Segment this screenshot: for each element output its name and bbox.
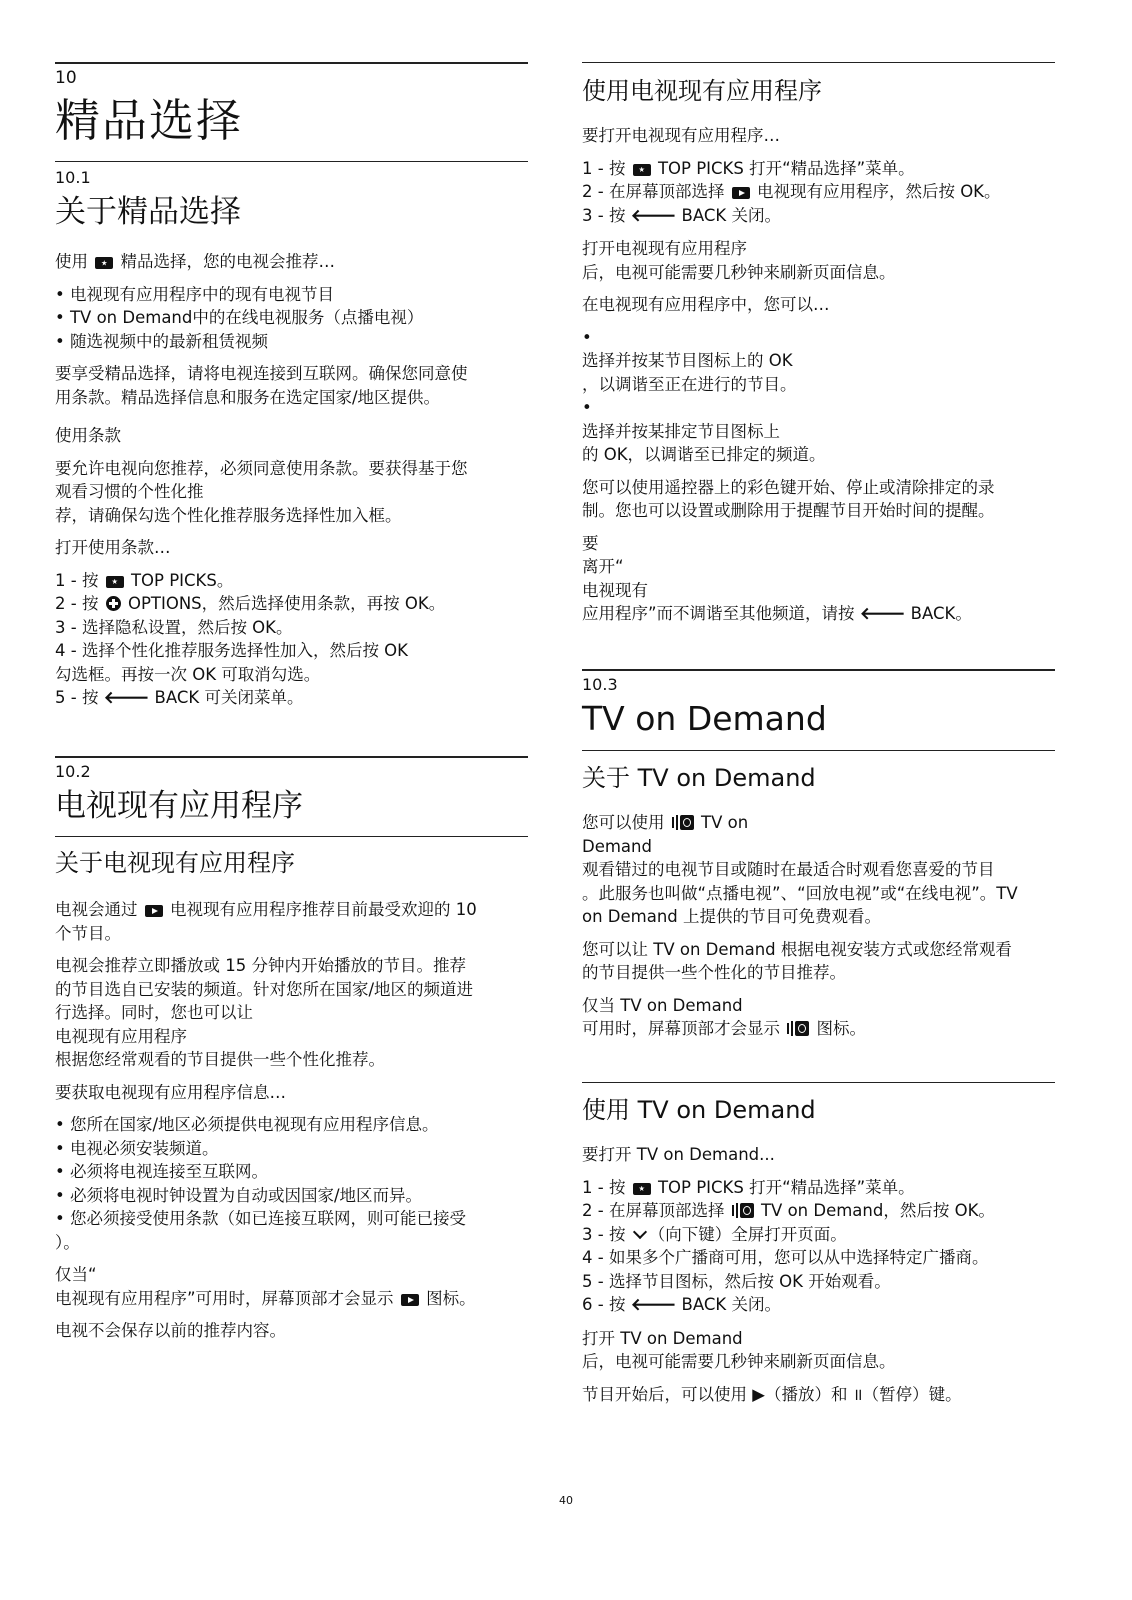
para-text: TV on bbox=[701, 813, 749, 832]
back-arrow-icon: 🡐 bbox=[630, 205, 677, 226]
step-item bbox=[582, 1293, 1055, 1318]
back-arrow-icon: 🡐 bbox=[630, 1295, 677, 1315]
paragraph: 的 OK，以调谐至已排定的频道。 bbox=[582, 445, 826, 464]
bullet-item: • 必须将电视时钟设置为自动或因国家/地区而异。 bbox=[55, 1185, 423, 1205]
paragraph: 您可以让 TV on Demand 根据电视安装方式或您经常观看 bbox=[582, 939, 1012, 959]
paragraph: ，以调谐至正在进行的节目。 bbox=[582, 374, 797, 394]
paragraph: 后，电视可能需要几秒钟来刷新页面信息。 bbox=[582, 262, 896, 282]
paragraph: 要享受精品选择，请将电视连接到互联网。确保您同意使 bbox=[55, 364, 468, 383]
section-rule bbox=[582, 669, 1055, 671]
step-text: BACK 关闭。 bbox=[681, 1295, 781, 1314]
paragraph: 用条款。精品选择信息和服务在选定国家/地区提供。 bbox=[55, 387, 441, 407]
section-title: 电视现有应用程序 bbox=[55, 788, 303, 824]
step-text: 1 - 按 bbox=[582, 158, 626, 178]
bullet-item: • 随选视频中的最新租赁视频 bbox=[55, 331, 268, 351]
paragraph: 后，电视可能需要几秒钟来刷新页面信息。 bbox=[582, 1352, 896, 1371]
step-item bbox=[582, 204, 1055, 229]
terms-heading: 使用条款 bbox=[55, 426, 121, 445]
use-tv-now-body bbox=[582, 124, 1055, 627]
paragraph: 的节目提供一些个性化的节目推荐。 bbox=[582, 963, 846, 982]
step-text: 6 - 按 bbox=[582, 1295, 626, 1314]
paragraph: 电视现有 bbox=[582, 580, 648, 600]
paragraph: 仅当 TV on Demand bbox=[582, 995, 743, 1015]
paragraph: 。此服务也叫做“点播电视”、“回放电视”或“在线电视”。TV bbox=[582, 883, 1018, 903]
subsection-title: 使用 TV on Demand bbox=[582, 1096, 816, 1124]
paragraph bbox=[582, 811, 1055, 835]
subsection-title: 使用电视现有应用程序 bbox=[582, 77, 822, 105]
bullet-item: • 必须将电视连接至互联网。 bbox=[55, 1162, 268, 1181]
step-text: BACK 可关闭菜单。 bbox=[154, 688, 304, 707]
step-item bbox=[582, 157, 1055, 181]
step-text: 电视现有应用程序，然后按 OK。 bbox=[756, 182, 1001, 201]
intro-text-2: 精品选择，您的电视会推荐… bbox=[120, 252, 335, 271]
paragraph: 电视现有应用程序 bbox=[55, 1026, 187, 1046]
step-item bbox=[55, 686, 528, 711]
intro-line bbox=[55, 250, 528, 274]
step-text: TOP PICKS 打开“精品选择”菜单。 bbox=[657, 1177, 915, 1197]
para-text: 应用程序”而不调谐至其他频道，请按 bbox=[582, 604, 855, 623]
section-10-1-body bbox=[55, 250, 528, 711]
para-text: 可用时，屏幕顶部才会显示 bbox=[582, 1019, 780, 1038]
paragraph: on Demand 上提供的节目可免费观看。 bbox=[582, 907, 882, 926]
step-item: 5 - 选择节目图标，然后按 OK 开始观看。 bbox=[582, 1271, 891, 1291]
para-text: （播放）和 bbox=[764, 1384, 848, 1404]
bullet-item: • 您必须接受使用条款（如已连接互联网，则可能已接受 bbox=[55, 1209, 466, 1228]
tv-on-demand-icon bbox=[787, 1021, 809, 1036]
step-item: 3 - 选择隐私设置，然后按 OK。 bbox=[55, 617, 293, 637]
arrow-down-icon bbox=[633, 1227, 647, 1241]
paragraph: 打开使用条款… bbox=[55, 538, 171, 557]
options-icon bbox=[106, 596, 121, 611]
step-item: 勾选框。再按一次 OK 可取消勾选。 bbox=[55, 664, 321, 684]
step-text: TOP PICKS 打开“精品选择”菜单。 bbox=[657, 158, 915, 178]
section-number: 10.1 bbox=[55, 168, 91, 187]
page-number: 40 bbox=[559, 1494, 573, 1507]
step-item: 4 - 如果多个广播商可用，您可以从中选择特定广播商。 bbox=[582, 1248, 989, 1267]
step-text: 1 - 按 bbox=[55, 570, 99, 590]
tv-now-icon bbox=[145, 905, 163, 917]
paragraph bbox=[582, 602, 1055, 627]
paragraph: 个节目。 bbox=[55, 923, 121, 943]
subsection-rule bbox=[55, 836, 528, 837]
section-10-2-body bbox=[55, 898, 528, 1343]
step-text: （向下键）全屏打开页面。 bbox=[648, 1224, 847, 1244]
step-item: 4 - 选择个性化推荐服务选择性加入，然后按 OK bbox=[55, 641, 408, 660]
tv-on-demand-icon bbox=[672, 815, 694, 830]
step-text: BACK 关闭。 bbox=[681, 205, 781, 225]
subsection-rule bbox=[582, 62, 1055, 63]
paragraph: 要打开电视现有应用程序… bbox=[582, 126, 780, 145]
bullet-marker: • bbox=[582, 327, 592, 347]
paragraph: 制。您也可以设置或删除用于提醒节目开始时间的提醒。 bbox=[582, 501, 995, 520]
paragraph: 电视会推荐立即播放或 15 分钟内开始播放的节目。推荐 bbox=[55, 956, 466, 975]
paragraph: 的节目选自已安装的频道。针对您所在国家/地区的频道进 bbox=[55, 979, 474, 999]
para-text: 图标。 bbox=[426, 1288, 476, 1308]
top-picks-icon bbox=[95, 257, 113, 269]
back-arrow-icon: 🡐 bbox=[103, 688, 150, 708]
paragraph: 电视不会保存以前的推荐内容。 bbox=[55, 1321, 286, 1340]
paragraph: 在电视现有应用程序中，您可以… bbox=[582, 295, 830, 314]
bullet-item: • 电视现有应用程序中的现有电视节目 bbox=[55, 284, 334, 304]
tv-on-demand-icon bbox=[732, 1203, 754, 1218]
section-title: 关于精品选择 bbox=[55, 194, 241, 230]
paragraph: 打开 TV on Demand bbox=[582, 1328, 743, 1348]
pause-icon: ॥ bbox=[852, 1384, 863, 1404]
step-text: 2 - 在屏幕顶部选择 bbox=[582, 182, 725, 201]
step-text: OPTIONS，然后选择使用条款，再按 OK。 bbox=[127, 594, 446, 613]
top-picks-icon bbox=[633, 1183, 651, 1195]
paragraph: 要打开 TV on Demand... bbox=[582, 1145, 775, 1164]
step-item bbox=[582, 1199, 1055, 1223]
paragraph: 要允许电视向您推荐，必须同意使用条款。要获得基于您 bbox=[55, 458, 468, 478]
paragraph bbox=[582, 1383, 1055, 1407]
para-text: 您可以使用 bbox=[582, 813, 665, 832]
paragraph: 选择并按某排定节目图标上 bbox=[582, 421, 780, 441]
section-number: 10.2 bbox=[55, 762, 91, 781]
para-text: 电视会通过 bbox=[55, 900, 138, 919]
paragraph: 行选择。同时，您也可以让 bbox=[55, 1003, 253, 1022]
subsection-title: 关于电视现有应用程序 bbox=[55, 849, 295, 877]
step-text: 2 - 在屏幕顶部选择 bbox=[582, 1201, 725, 1220]
subsection-rule bbox=[582, 1082, 1055, 1083]
paragraph: 选择并按某节目图标上的 OK bbox=[582, 351, 793, 370]
tv-now-icon bbox=[732, 187, 750, 199]
step-text: TV on Demand，然后按 OK。 bbox=[760, 1201, 995, 1220]
para-text: 图标。 bbox=[816, 1019, 866, 1038]
step-text: 5 - 按 bbox=[55, 688, 99, 707]
back-arrow-icon: 🡐 bbox=[859, 604, 906, 624]
step-text: 3 - 按 bbox=[582, 1224, 626, 1244]
play-icon: ▶ bbox=[752, 1384, 765, 1404]
tv-now-icon bbox=[401, 1294, 419, 1306]
section-number: 10.3 bbox=[582, 675, 618, 694]
chapter-rule bbox=[55, 62, 528, 64]
para-text: BACK。 bbox=[910, 604, 972, 623]
bullet-item: • 您所在国家/地区必须提供电视现有应用程序信息。 bbox=[55, 1115, 439, 1134]
paragraph: 荐，请确保勾选个性化推荐服务选择性加入框。 bbox=[55, 505, 402, 525]
step-text: 3 - 按 bbox=[582, 205, 626, 225]
paragraph: 要获取电视现有应用程序信息… bbox=[55, 1082, 286, 1102]
bullet-marker: • bbox=[582, 398, 592, 417]
step-item bbox=[55, 592, 528, 616]
para-text: 电视现有应用程序推荐目前最受欢迎的 10 bbox=[170, 900, 477, 919]
bullet-item: ）。 bbox=[55, 1232, 80, 1252]
paragraph bbox=[55, 898, 528, 922]
paragraph: 您可以使用遥控器上的彩色键开始、停止或清除排定的录 bbox=[582, 477, 995, 497]
section-rule bbox=[55, 756, 528, 758]
section-rule bbox=[55, 161, 528, 162]
paragraph: 打开电视现有应用程序 bbox=[582, 239, 747, 258]
chapter-title: 精品选择 bbox=[55, 94, 244, 147]
paragraph bbox=[55, 1287, 528, 1311]
paragraph: 观看习惯的个性化推 bbox=[55, 482, 204, 501]
step-item bbox=[55, 569, 528, 593]
para-text: （暂停）键。 bbox=[862, 1384, 962, 1404]
paragraph: 要 bbox=[582, 533, 599, 553]
top-picks-icon bbox=[106, 576, 124, 588]
subsection-title: 关于 TV on Demand bbox=[582, 764, 816, 792]
step-item bbox=[582, 1176, 1055, 1200]
paragraph: 离开“ bbox=[582, 557, 624, 576]
intro-text: 使用 bbox=[55, 252, 88, 271]
step-item bbox=[582, 1223, 1055, 1247]
bullet-item: • TV on Demand中的在线电视服务（点播电视） bbox=[55, 308, 424, 327]
use-tvod-body bbox=[582, 1143, 1055, 1406]
step-text: 1 - 按 bbox=[582, 1177, 626, 1197]
chapter-number: 10 bbox=[55, 68, 77, 88]
about-tvod-body bbox=[582, 811, 1055, 1041]
paragraph: 根据您经常观看的节目提供一些个性化推荐。 bbox=[55, 1050, 385, 1069]
paragraph bbox=[582, 1017, 1055, 1041]
subsection-rule bbox=[582, 750, 1055, 751]
top-picks-icon bbox=[633, 164, 651, 176]
para-text: 节目开始后，可以使用 bbox=[582, 1384, 747, 1404]
paragraph: 观看错过的电视节目或随时在最适合时观看您喜爱的节目 bbox=[582, 860, 995, 879]
paragraph: 仅当“ bbox=[55, 1265, 97, 1284]
para-text: 电视现有应用程序”可用时，屏幕顶部才会显示 bbox=[55, 1288, 394, 1308]
step-item bbox=[582, 180, 1055, 204]
bullet-item: • 电视必须安装频道。 bbox=[55, 1138, 219, 1158]
step-text: 2 - 按 bbox=[55, 594, 99, 613]
step-text: TOP PICKS。 bbox=[130, 570, 234, 590]
section-title: TV on Demand bbox=[582, 699, 827, 738]
paragraph: Demand bbox=[582, 836, 652, 856]
